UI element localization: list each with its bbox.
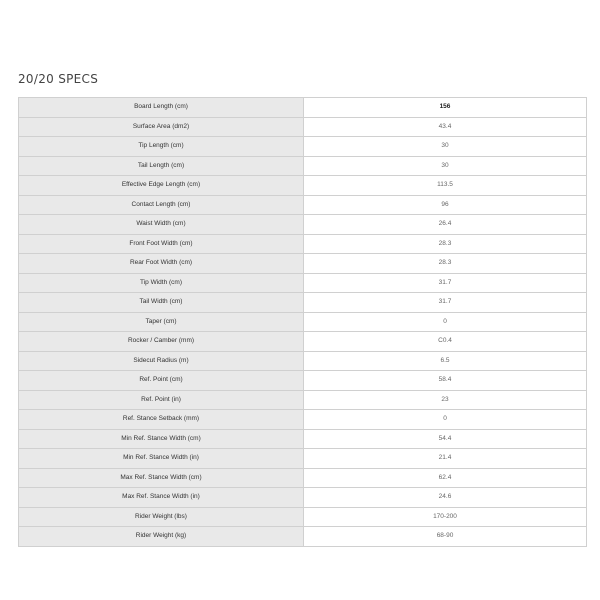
spec-value: 31.7	[304, 273, 587, 293]
page-title: 20/20 SPECS	[18, 72, 99, 86]
spec-label: Ref. Point (cm)	[19, 371, 304, 391]
spec-value: 68-90	[304, 527, 587, 547]
spec-value: 30	[304, 156, 587, 176]
spec-value: 24.6	[304, 488, 587, 508]
spec-label: Ref. Point (in)	[19, 390, 304, 410]
table-row	[19, 254, 587, 274]
spec-label: Tip Width (cm)	[19, 273, 304, 293]
spec-label: Contact Length (cm)	[19, 195, 304, 215]
spec-value: 30	[304, 137, 587, 157]
table-row	[19, 234, 587, 254]
spec-value: 58.4	[304, 371, 587, 391]
spec-value: 113.5	[304, 176, 587, 196]
spec-label: Sidecut Radius (m)	[19, 351, 304, 371]
spec-label: Rider Weight (kg)	[19, 527, 304, 547]
spec-label: Tail Length (cm)	[19, 156, 304, 176]
spec-label: Rider Weight (lbs)	[19, 507, 304, 527]
specs-table	[18, 97, 587, 547]
table-row	[19, 273, 587, 293]
table-row	[19, 390, 587, 410]
spec-label: Max Ref. Stance Width (in)	[19, 488, 304, 508]
spec-value: 54.4	[304, 429, 587, 449]
table-row	[19, 488, 587, 508]
table-row	[19, 156, 587, 176]
table-row	[19, 176, 587, 196]
spec-value: 0	[304, 312, 587, 332]
table-row	[19, 410, 587, 430]
spec-value: 156	[304, 98, 587, 118]
spec-label: Board Length (cm)	[19, 98, 304, 118]
table-row	[19, 98, 587, 118]
spec-value: 28.3	[304, 254, 587, 274]
table-row	[19, 527, 587, 547]
spec-value: 96	[304, 195, 587, 215]
spec-value: 170-200	[304, 507, 587, 527]
spec-label: Surface Area (dm2)	[19, 117, 304, 137]
table-row	[19, 312, 587, 332]
table-row	[19, 507, 587, 527]
spec-label: Tail Width (cm)	[19, 293, 304, 313]
spec-label: Min Ref. Stance Width (cm)	[19, 429, 304, 449]
spec-label: Effective Edge Length (cm)	[19, 176, 304, 196]
table-row	[19, 293, 587, 313]
table-row	[19, 468, 587, 488]
spec-label: Waist Width (cm)	[19, 215, 304, 235]
spec-label: Front Foot Width (cm)	[19, 234, 304, 254]
table-row	[19, 215, 587, 235]
spec-value: 62.4	[304, 468, 587, 488]
table-row	[19, 117, 587, 137]
spec-value: 23	[304, 390, 587, 410]
table-row	[19, 332, 587, 352]
specs-table-body	[19, 98, 587, 547]
spec-label: Max Ref. Stance Width (cm)	[19, 468, 304, 488]
spec-value: 6.5	[304, 351, 587, 371]
spec-label: Ref. Stance Setback (mm)	[19, 410, 304, 430]
table-row	[19, 351, 587, 371]
spec-label: Rear Foot Width (cm)	[19, 254, 304, 274]
spec-value: 31.7	[304, 293, 587, 313]
table-row	[19, 429, 587, 449]
spec-label: Rocker / Camber (mm)	[19, 332, 304, 352]
spec-value: 0	[304, 410, 587, 430]
table-row	[19, 137, 587, 157]
table-row	[19, 195, 587, 215]
table-row	[19, 371, 587, 391]
spec-label: Tip Length (cm)	[19, 137, 304, 157]
spec-value: 43.4	[304, 117, 587, 137]
spec-label: Min Ref. Stance Width (in)	[19, 449, 304, 469]
spec-value: 26.4	[304, 215, 587, 235]
spec-label: Taper (cm)	[19, 312, 304, 332]
spec-value: 21.4	[304, 449, 587, 469]
spec-value: 28.3	[304, 234, 587, 254]
spec-value: C0.4	[304, 332, 587, 352]
table-row	[19, 449, 587, 469]
